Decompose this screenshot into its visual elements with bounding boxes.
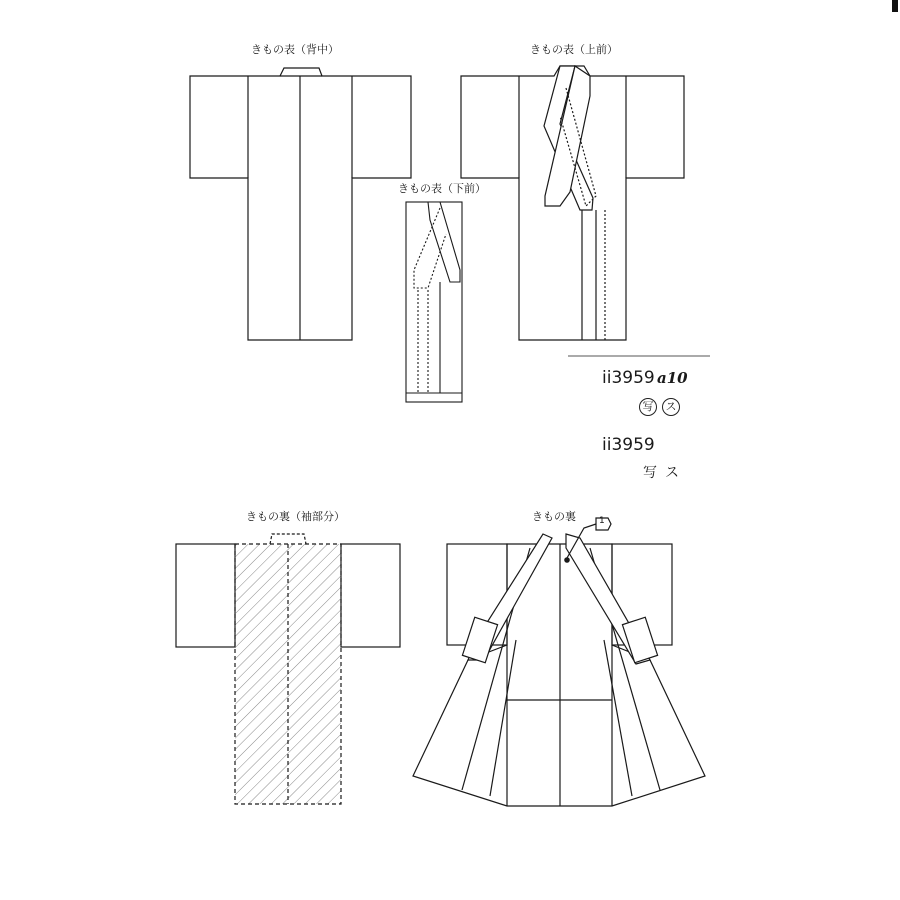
code-handwritten-suffix: a10: [657, 369, 688, 387]
stamp-printed: 写ス: [643, 465, 687, 481]
label-lining-view: きもの裏: [532, 510, 576, 523]
kimono-lining-sleeve-view: [176, 534, 400, 804]
lining-open-marker-dot: [565, 558, 569, 562]
lining-open-sleeve-panel-right: [622, 617, 657, 662]
kimono-lining-open-view: [413, 518, 705, 806]
lining-open-sleeve-panel-left: [462, 617, 497, 662]
label-back-view: きもの表（背中）: [251, 43, 339, 56]
label-front-upper-view: きもの表（上前）: [530, 43, 618, 56]
stamp-circled-1: 写: [639, 398, 657, 416]
lining-sleeve-left: [176, 544, 235, 647]
code-printed: ii3959: [602, 435, 655, 455]
lining-sleeve-right: [341, 544, 400, 647]
label-lining-sleeve-view: きもの裏（袖部分）: [246, 510, 345, 523]
lining-open-flare-left-b: [490, 640, 516, 796]
kimono-back-view: [190, 68, 411, 340]
front-lower-collar: [428, 202, 460, 282]
lining-open-flare-right-b: [604, 640, 632, 796]
lining-open-body: [413, 544, 705, 806]
lining-collar-dashed: [270, 534, 306, 544]
stamp-circled-2: ス: [662, 398, 680, 416]
callout-number: 1: [599, 516, 605, 526]
label-front-lower-view: きもの表（下前）: [398, 182, 486, 195]
kimono-front-lower-view: [406, 202, 462, 402]
kimono-front-upper-view: [461, 66, 684, 340]
code-handwritten: ii3959: [602, 368, 655, 388]
